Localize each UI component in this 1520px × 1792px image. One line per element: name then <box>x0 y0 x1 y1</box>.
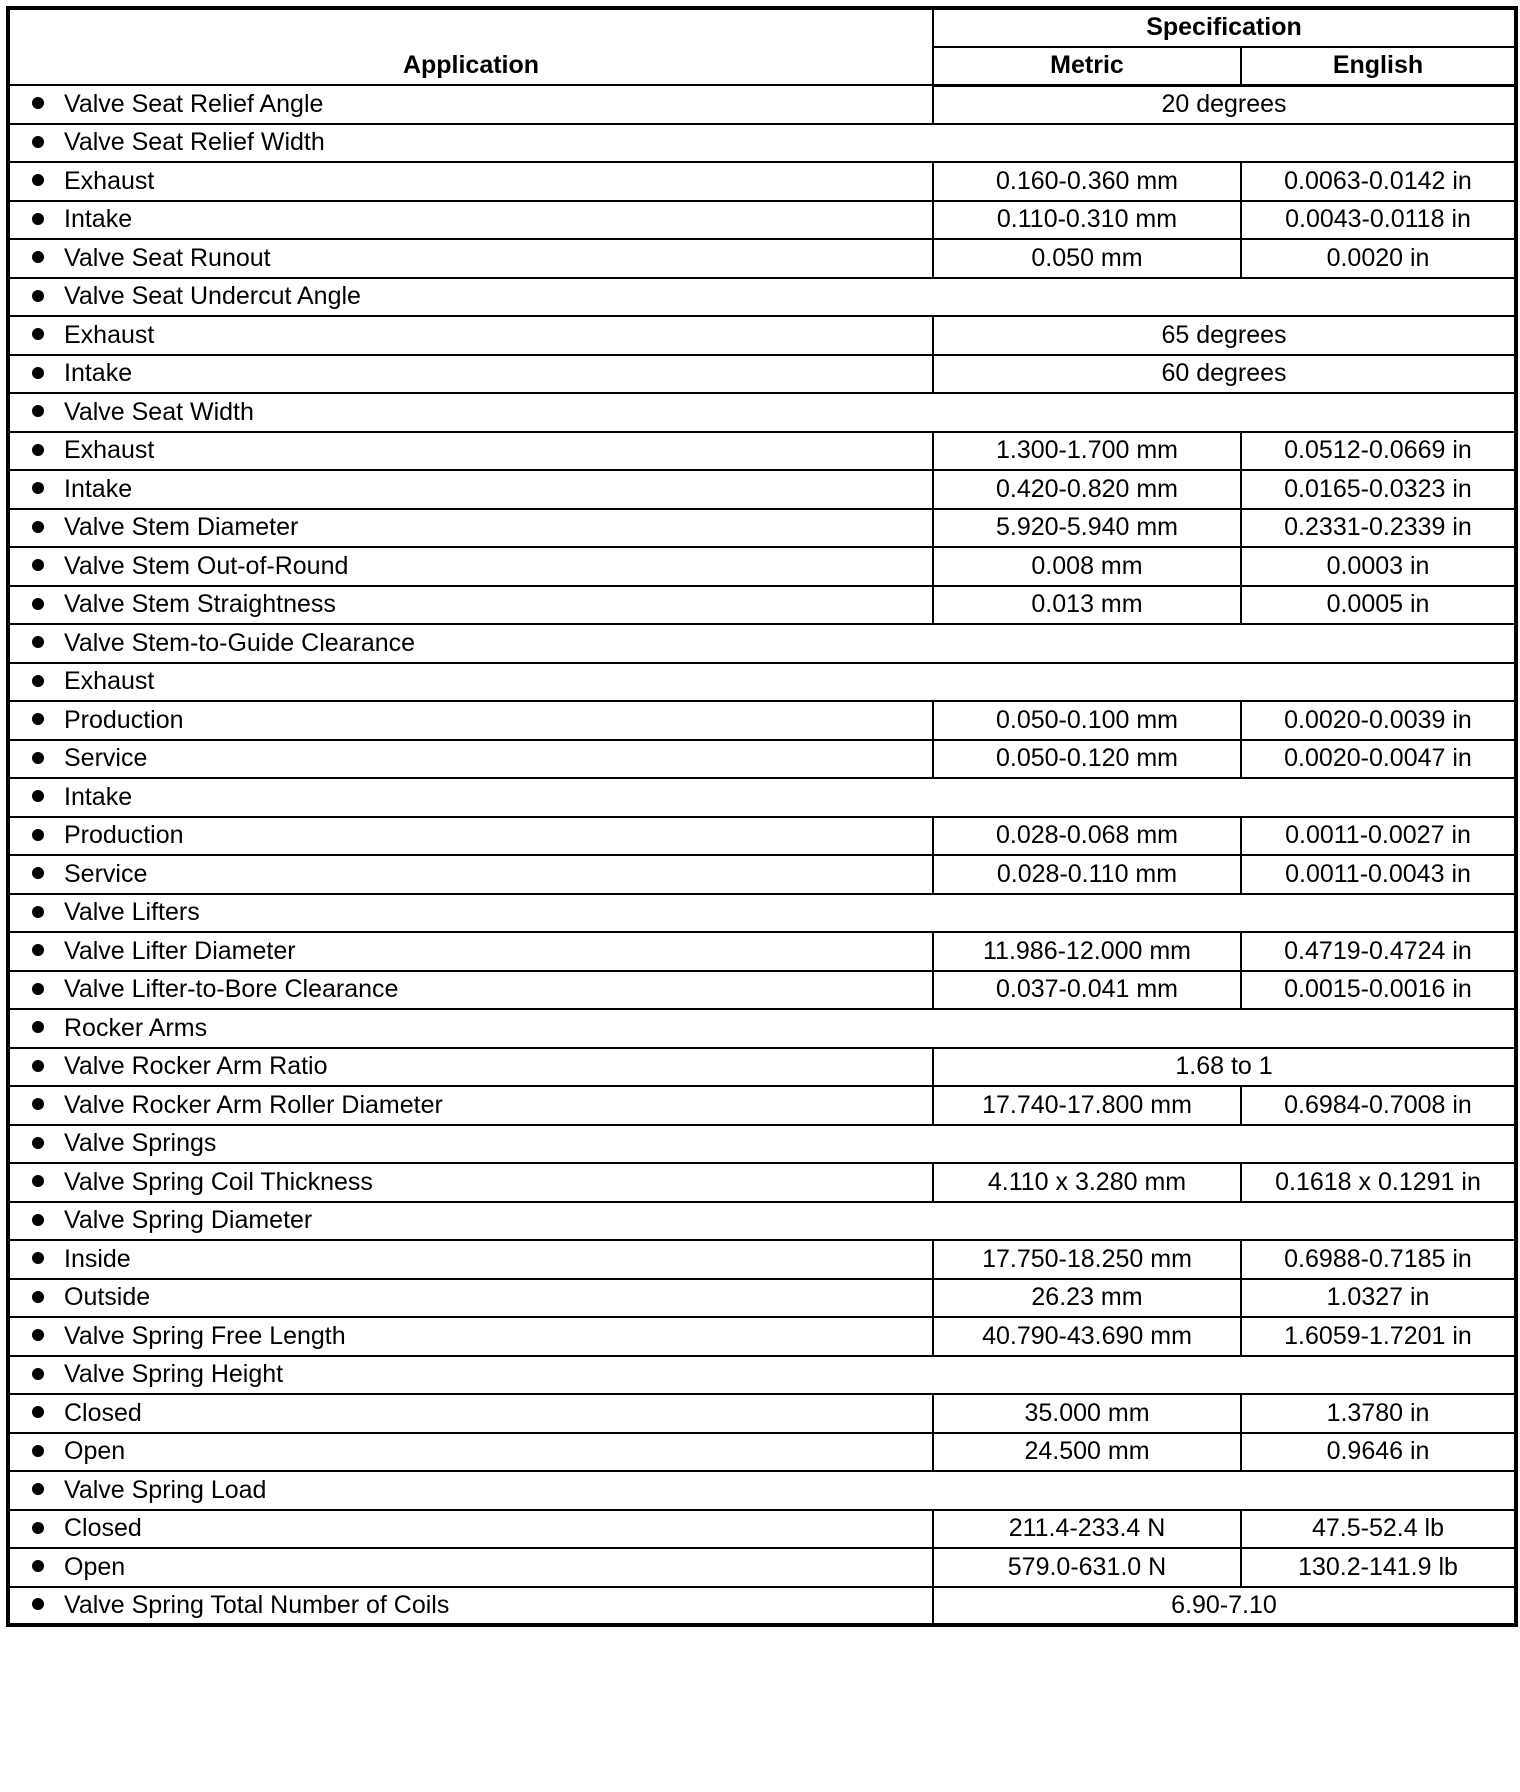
bullet-icon <box>32 1522 44 1534</box>
application-label: Intake <box>64 782 133 811</box>
table-row <box>8 239 1516 278</box>
bullet-icon <box>32 675 44 687</box>
bullet-icon <box>32 944 44 956</box>
english-value-cell: 0.0020-0.0039 in <box>1241 701 1516 740</box>
table-row <box>8 1433 1516 1472</box>
table-row <box>8 201 1516 240</box>
english-value-cell: 0.0011-0.0027 in <box>1241 817 1516 856</box>
table-row <box>8 1471 1516 1510</box>
metric-value-cell: 579.0-631.0 N <box>933 1548 1241 1587</box>
application-cell <box>8 1471 1516 1510</box>
english-value-cell: 1.3780 in <box>1241 1394 1516 1433</box>
table-row <box>8 1317 1516 1356</box>
application-label: Exhaust <box>64 166 155 195</box>
metric-value-cell: 17.750-18.250 mm <box>933 1240 1241 1279</box>
table-row <box>8 393 1516 432</box>
bullet-icon <box>32 636 44 648</box>
application-label: Intake <box>64 205 133 234</box>
application-label: Valve Lifter-to-Bore Clearance <box>64 975 399 1004</box>
application-cell <box>8 701 933 740</box>
english-header: English <box>1241 47 1516 86</box>
table-row <box>8 316 1516 355</box>
table-row <box>8 278 1516 317</box>
english-value-cell: 0.0015-0.0016 in <box>1241 971 1516 1010</box>
application-label: Service <box>64 744 148 773</box>
application-cell <box>8 316 933 355</box>
application-label: Production <box>64 821 184 850</box>
metric-value-cell: 35.000 mm <box>933 1394 1241 1433</box>
bullet-icon <box>32 1445 44 1457</box>
bullet-icon <box>32 1060 44 1072</box>
combined-value-cell: 6.90-7.10 <box>933 1587 1516 1626</box>
english-value-cell: 0.2331-0.2339 in <box>1241 509 1516 548</box>
application-label: Valve Spring Free Length <box>64 1321 346 1350</box>
metric-value-cell: 17.740-17.800 mm <box>933 1086 1241 1125</box>
application-label: Intake <box>64 359 133 388</box>
metric-value-cell: 5.920-5.940 mm <box>933 509 1241 548</box>
application-cell <box>8 1548 933 1587</box>
application-label: Exhaust <box>64 436 155 465</box>
application-cell <box>8 1048 933 1087</box>
application-label: Intake <box>64 474 133 503</box>
table-row <box>8 894 1516 933</box>
table-header <box>8 8 1516 85</box>
application-label: Valve Seat Width <box>64 397 254 426</box>
table-row <box>8 547 1516 586</box>
specification-header: Specification <box>933 8 1516 47</box>
application-cell <box>8 85 933 124</box>
application-label: Valve Spring Coil Thickness <box>64 1167 373 1196</box>
application-label: Exhaust <box>64 667 155 696</box>
metric-value-cell: 0.008 mm <box>933 547 1241 586</box>
table-row <box>8 778 1516 817</box>
application-cell <box>8 817 933 856</box>
application-cell <box>8 1394 933 1433</box>
application-label: Valve Rocker Arm Ratio <box>64 1052 328 1081</box>
application-label: Valve Stem Straightness <box>64 590 336 619</box>
bullet-icon <box>32 444 44 456</box>
application-label: Inside <box>64 1244 131 1273</box>
table-row <box>8 124 1516 163</box>
table-row <box>8 1356 1516 1395</box>
bullet-icon <box>32 598 44 610</box>
application-cell <box>8 1125 1516 1164</box>
application-label: Valve Stem-to-Guide Clearance <box>64 628 416 657</box>
bullet-icon <box>32 136 44 148</box>
metric-value-cell: 0.013 mm <box>933 586 1241 625</box>
application-label: Valve Seat Undercut Angle <box>64 282 361 311</box>
application-cell <box>8 1510 933 1549</box>
english-value-cell: 0.1618 x 0.1291 in <box>1241 1163 1516 1202</box>
application-label: Rocker Arms <box>64 1013 208 1042</box>
table-row <box>8 1009 1516 1048</box>
bullet-icon <box>32 1560 44 1572</box>
application-label: Service <box>64 859 148 888</box>
english-value-cell: 0.0512-0.0669 in <box>1241 432 1516 471</box>
bullet-icon <box>32 713 44 725</box>
bullet-icon <box>32 1098 44 1110</box>
metric-value-cell: 40.790-43.690 mm <box>933 1317 1241 1356</box>
application-label: Open <box>64 1437 126 1466</box>
bullet-icon <box>32 367 44 379</box>
bullet-icon <box>32 482 44 494</box>
table-row <box>8 740 1516 779</box>
english-value-cell: 0.4719-0.4724 in <box>1241 932 1516 971</box>
table-row <box>8 817 1516 856</box>
application-label: Valve Lifter Diameter <box>64 936 296 965</box>
metric-value-cell: 0.037-0.041 mm <box>933 971 1241 1010</box>
bullet-icon <box>32 790 44 802</box>
application-cell <box>8 894 1516 933</box>
application-label: Closed <box>64 1514 142 1543</box>
english-value-cell: 0.0003 in <box>1241 547 1516 586</box>
application-label: Valve Seat Runout <box>64 243 271 272</box>
bullet-icon <box>32 97 44 109</box>
application-label: Valve Spring Height <box>64 1360 284 1389</box>
metric-value-cell: 11.986-12.000 mm <box>933 932 1241 971</box>
bullet-icon <box>32 174 44 186</box>
bullet-icon <box>32 752 44 764</box>
bullet-icon <box>32 251 44 263</box>
table-row <box>8 162 1516 201</box>
english-value-cell: 0.9646 in <box>1241 1433 1516 1472</box>
metric-value-cell: 24.500 mm <box>933 1433 1241 1472</box>
application-cell <box>8 470 933 509</box>
bullet-icon <box>32 559 44 571</box>
application-label: Production <box>64 705 184 734</box>
application-cell <box>8 1009 1516 1048</box>
combined-value-cell: 20 degrees <box>933 85 1516 124</box>
application-cell <box>8 740 933 779</box>
application-cell <box>8 393 1516 432</box>
application-cell <box>8 1086 933 1125</box>
application-label: Valve Springs <box>64 1129 217 1158</box>
application-cell <box>8 663 1516 702</box>
application-cell <box>8 1163 933 1202</box>
metric-value-cell: 1.300-1.700 mm <box>933 432 1241 471</box>
metric-value-cell: 0.050-0.100 mm <box>933 701 1241 740</box>
application-cell <box>8 1356 1516 1395</box>
metric-value-cell: 211.4-233.4 N <box>933 1510 1241 1549</box>
application-label: Open <box>64 1552 126 1581</box>
english-value-cell: 0.0011-0.0043 in <box>1241 855 1516 894</box>
application-label: Valve Seat Relief Angle <box>64 89 324 118</box>
table-row <box>8 1510 1516 1549</box>
application-cell <box>8 1279 933 1318</box>
application-header: Application <box>8 8 933 85</box>
bullet-icon <box>32 829 44 841</box>
bullet-icon <box>32 1137 44 1149</box>
application-cell <box>8 1433 933 1472</box>
application-label: Valve Spring Load <box>64 1475 267 1504</box>
application-cell <box>8 162 933 201</box>
metric-value-cell: 26.23 mm <box>933 1279 1241 1318</box>
application-cell <box>8 1240 933 1279</box>
application-label: Valve Lifters <box>64 898 200 927</box>
table-row <box>8 1125 1516 1164</box>
application-cell <box>8 509 933 548</box>
application-label: Exhaust <box>64 320 155 349</box>
table-row <box>8 1240 1516 1279</box>
specification-table <box>6 6 1518 1627</box>
bullet-icon <box>32 328 44 340</box>
application-label: Valve Rocker Arm Roller Diameter <box>64 1090 443 1119</box>
application-label: Valve Stem Diameter <box>64 513 299 542</box>
bullet-icon <box>32 906 44 918</box>
application-cell <box>8 278 1516 317</box>
bullet-icon <box>32 1252 44 1264</box>
bullet-icon <box>32 1021 44 1033</box>
table-row <box>8 855 1516 894</box>
english-value-cell: 0.6984-0.7008 in <box>1241 1086 1516 1125</box>
application-label: Valve Spring Diameter <box>64 1206 313 1235</box>
table-row <box>8 1548 1516 1587</box>
application-cell <box>8 432 933 471</box>
english-value-cell: 0.0043-0.0118 in <box>1241 201 1516 240</box>
combined-value-cell: 65 degrees <box>933 316 1516 355</box>
bullet-icon <box>32 290 44 302</box>
application-cell <box>8 1317 933 1356</box>
application-cell <box>8 547 933 586</box>
metric-value-cell: 0.028-0.068 mm <box>933 817 1241 856</box>
table-body <box>8 85 1516 1625</box>
english-value-cell: 1.0327 in <box>1241 1279 1516 1318</box>
application-cell <box>8 201 933 240</box>
english-value-cell: 0.0020 in <box>1241 239 1516 278</box>
application-cell <box>8 624 1516 663</box>
bullet-icon <box>32 1598 44 1610</box>
application-cell <box>8 932 933 971</box>
table-row <box>8 85 1516 124</box>
application-cell <box>8 124 1516 163</box>
application-cell <box>8 855 933 894</box>
metric-value-cell: 0.050 mm <box>933 239 1241 278</box>
application-label: Closed <box>64 1398 142 1427</box>
metric-value-cell: 0.420-0.820 mm <box>933 470 1241 509</box>
bullet-icon <box>32 1291 44 1303</box>
table-row <box>8 586 1516 625</box>
metric-value-cell: 0.050-0.120 mm <box>933 740 1241 779</box>
application-label: Outside <box>64 1283 151 1312</box>
bullet-icon <box>32 521 44 533</box>
english-value-cell: 0.0063-0.0142 in <box>1241 162 1516 201</box>
table-row <box>8 1587 1516 1626</box>
table-row <box>8 1202 1516 1241</box>
metric-value-cell: 0.028-0.110 mm <box>933 855 1241 894</box>
metric-value-cell: 0.110-0.310 mm <box>933 201 1241 240</box>
english-value-cell: 0.6988-0.7185 in <box>1241 1240 1516 1279</box>
application-cell <box>8 355 933 394</box>
table-row <box>8 432 1516 471</box>
metric-value-cell: 4.110 x 3.280 mm <box>933 1163 1241 1202</box>
application-label: Valve Stem Out-of-Round <box>64 551 349 580</box>
application-label: Valve Seat Relief Width <box>64 128 325 157</box>
combined-value-cell: 60 degrees <box>933 355 1516 394</box>
table-row <box>8 470 1516 509</box>
table-row <box>8 663 1516 702</box>
combined-value-cell: 1.68 to 1 <box>933 1048 1516 1087</box>
table-row <box>8 932 1516 971</box>
metric-value-cell: 0.160-0.360 mm <box>933 162 1241 201</box>
bullet-icon <box>32 1483 44 1495</box>
bullet-icon <box>32 1406 44 1418</box>
bullet-icon <box>32 405 44 417</box>
bullet-icon <box>32 1175 44 1187</box>
table-row <box>8 1394 1516 1433</box>
bullet-icon <box>32 1329 44 1341</box>
english-value-cell: 0.0165-0.0323 in <box>1241 470 1516 509</box>
application-cell <box>8 239 933 278</box>
table-row <box>8 1163 1516 1202</box>
english-value-cell: 130.2-141.9 lb <box>1241 1548 1516 1587</box>
english-value-cell: 0.0020-0.0047 in <box>1241 740 1516 779</box>
english-value-cell: 0.0005 in <box>1241 586 1516 625</box>
english-value-cell: 47.5-52.4 lb <box>1241 1510 1516 1549</box>
application-cell <box>8 971 933 1010</box>
bullet-icon <box>32 1214 44 1226</box>
table-row <box>8 701 1516 740</box>
application-cell <box>8 1587 933 1626</box>
bullet-icon <box>32 983 44 995</box>
table-row <box>8 1048 1516 1087</box>
bullet-icon <box>32 1368 44 1380</box>
application-cell <box>8 778 1516 817</box>
application-cell <box>8 1202 1516 1241</box>
table-row <box>8 971 1516 1010</box>
table-row <box>8 624 1516 663</box>
application-label: Valve Spring Total Number of Coils <box>64 1590 450 1619</box>
table-row <box>8 509 1516 548</box>
bullet-icon <box>32 867 44 879</box>
metric-header: Metric <box>933 47 1241 86</box>
table-row <box>8 355 1516 394</box>
application-cell <box>8 586 933 625</box>
english-value-cell: 1.6059-1.7201 in <box>1241 1317 1516 1356</box>
bullet-icon <box>32 213 44 225</box>
table-row <box>8 1279 1516 1318</box>
table-row <box>8 1086 1516 1125</box>
